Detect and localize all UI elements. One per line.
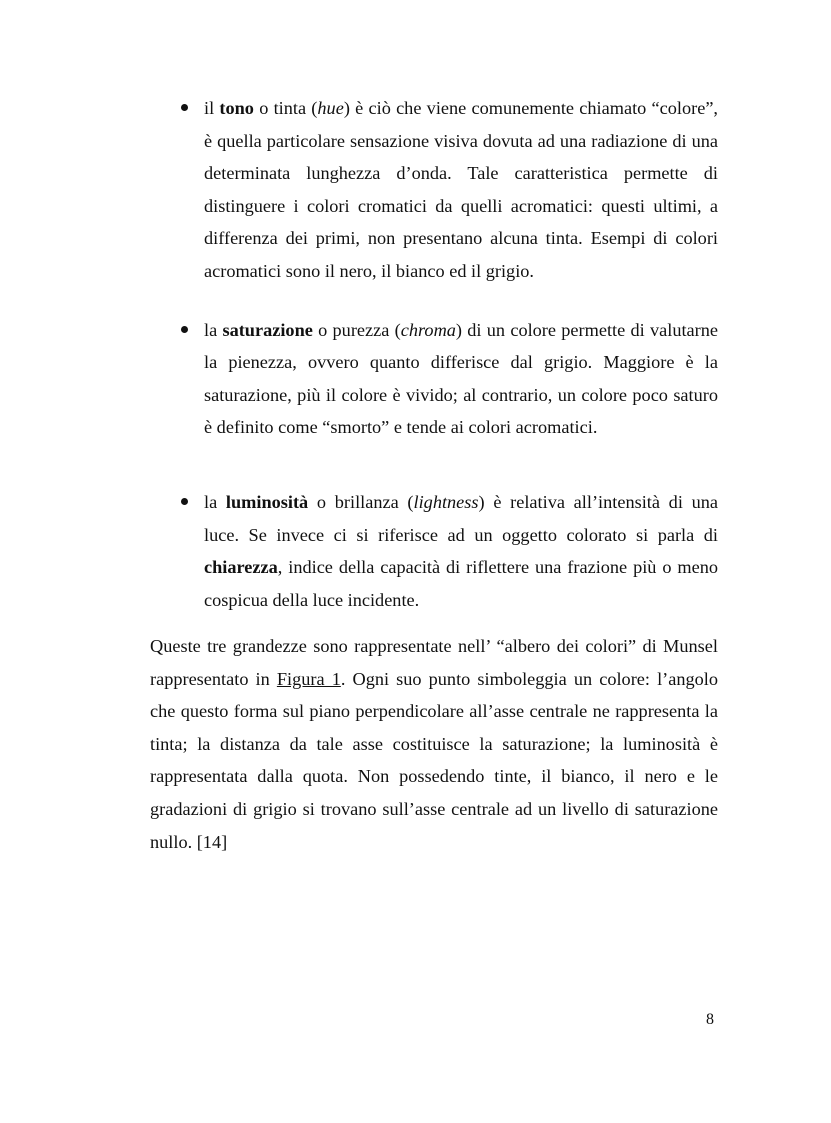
bullet-term: tono bbox=[219, 98, 254, 118]
bullet-alt-term: lightness bbox=[413, 491, 479, 512]
bullet-item-luminosita bbox=[150, 486, 718, 616]
bullet-text: il bbox=[204, 98, 220, 118]
paragraph-text: Queste tre grandezze sono rappresentate nell’ “albero dei colori” di Munsel rappresentato in bbox=[150, 636, 718, 689]
bullet-text: o purezza ( bbox=[312, 319, 401, 340]
bullet-alt-term: chroma bbox=[400, 319, 456, 340]
bullet-term: saturazione bbox=[222, 319, 313, 340]
bullet-text: la bbox=[204, 491, 226, 512]
page-number: 8 bbox=[706, 1011, 714, 1028]
bullet-text: o tinta ( bbox=[253, 98, 318, 118]
bullet-text: ) è relativa all’intensità di una luce. Se invece ci si riferisce ad un oggetto colorato si parla di bbox=[204, 491, 719, 545]
bullet-text: o brillanza ( bbox=[308, 491, 414, 512]
bullet-term-chiarezza: chiarezza bbox=[204, 557, 278, 578]
bullet-text: la bbox=[204, 319, 223, 340]
bullet-text: , indice della capacità di riflettere una frazione più o meno cospicua della luce incidente. bbox=[204, 557, 718, 610]
figure-link[interactable]: Figura 1 bbox=[276, 668, 341, 689]
bullet-dot-icon bbox=[181, 104, 188, 111]
bullet-item-tono bbox=[150, 92, 718, 288]
bullet-alt-term: hue bbox=[317, 98, 344, 118]
bullet-dot-icon bbox=[181, 498, 188, 505]
bullet-list bbox=[150, 92, 718, 616]
bullet-text: ) di un colore permette di valutarne la pienezza, ovvero quanto differisce dal grigio. Maggiore è la saturazione, più il colore è vivido; al contrario, un colore poco saturo è definito come “smorto” e tende ai colori acromatici. bbox=[204, 319, 718, 438]
bullet-term: luminosità bbox=[225, 491, 309, 512]
paragraph-text: . Ogni suo punto simboleggia un colore: l’angolo che questo forma sul piano perpendicolare all’asse centrale ne rappresenta la tinta; la distanza da tale asse costituisce la saturazione; la luminosità è rappresentata dalla quota. Non possedendo tinte, il bianco, il nero e le gradazioni di grigio si trovano sull’asse centrale ad un livello di saturazione nullo. [14] bbox=[150, 668, 718, 852]
bullet-text: ) è ciò che viene comunemente chiamato “colore”, è quella particolare sensazione visiva dovuta ad una radiazione di una determinata lunghezza d’onda. Tale caratteristica permette di distinguere i colori cromatici da quelli acromatici: questi ultimi, a differenza dei primi, non presentano alcuna tinta. Esempi di colori acromatici sono il nero, il bianco ed il grigio. bbox=[204, 98, 719, 281]
body-paragraph bbox=[150, 630, 718, 858]
bullet-item-saturazione bbox=[150, 314, 718, 444]
bullet-dot-icon bbox=[181, 326, 188, 333]
